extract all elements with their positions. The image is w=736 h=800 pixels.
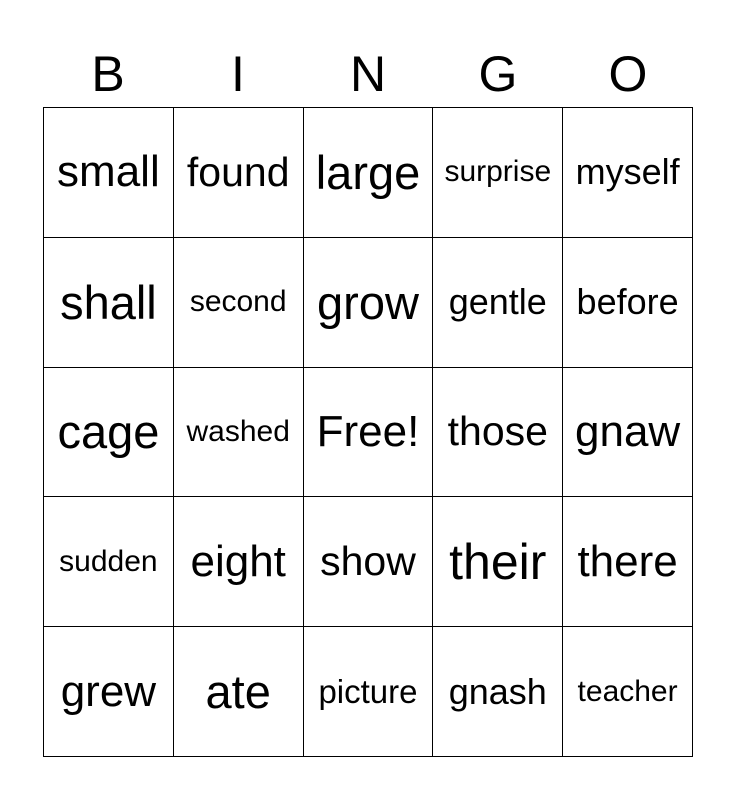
bingo-cell[interactable]: before [563,238,693,368]
bingo-cell[interactable]: their [433,497,563,627]
header-letter-o: O [608,46,648,102]
bingo-cell[interactable]: large [304,108,434,238]
bingo-cell[interactable]: myself [563,108,693,238]
bingo-cell[interactable]: grow [304,238,434,368]
bingo-cell[interactable]: ate [174,627,304,757]
bingo-cell[interactable]: gnash [433,627,563,757]
bingo-cell[interactable]: washed [174,368,304,498]
bingo-cell[interactable]: gnaw [563,368,693,498]
bingo-header [43,44,693,104]
bingo-cell[interactable]: second [174,238,304,368]
header-letter-n: N [349,46,387,102]
bingo-cell[interactable]: there [563,497,693,627]
bingo-cell[interactable]: eight [174,497,304,627]
header-letter-g: G [478,46,518,102]
header-letter-b: B [91,46,125,102]
bingo-cell[interactable]: shall [44,238,174,368]
bingo-cell[interactable]: those [433,368,563,498]
bingo-cell[interactable]: gentle [433,238,563,368]
bingo-cell[interactable]: show [304,497,434,627]
bingo-cell[interactable]: grew [44,627,174,757]
bingo-cell[interactable]: found [174,108,304,238]
bingo-cell[interactable]: small [44,108,174,238]
bingo-cell[interactable]: sudden [44,497,174,627]
bingo-cell[interactable]: teacher [563,627,693,757]
bingo-cell[interactable]: cage [44,368,174,498]
bingo-board [43,107,693,757]
bingo-cell[interactable]: surprise [433,108,563,238]
bingo-cell[interactable]: picture [304,627,434,757]
free-space-cell[interactable]: Free! [304,368,434,498]
header-letter-i: I [231,46,245,102]
